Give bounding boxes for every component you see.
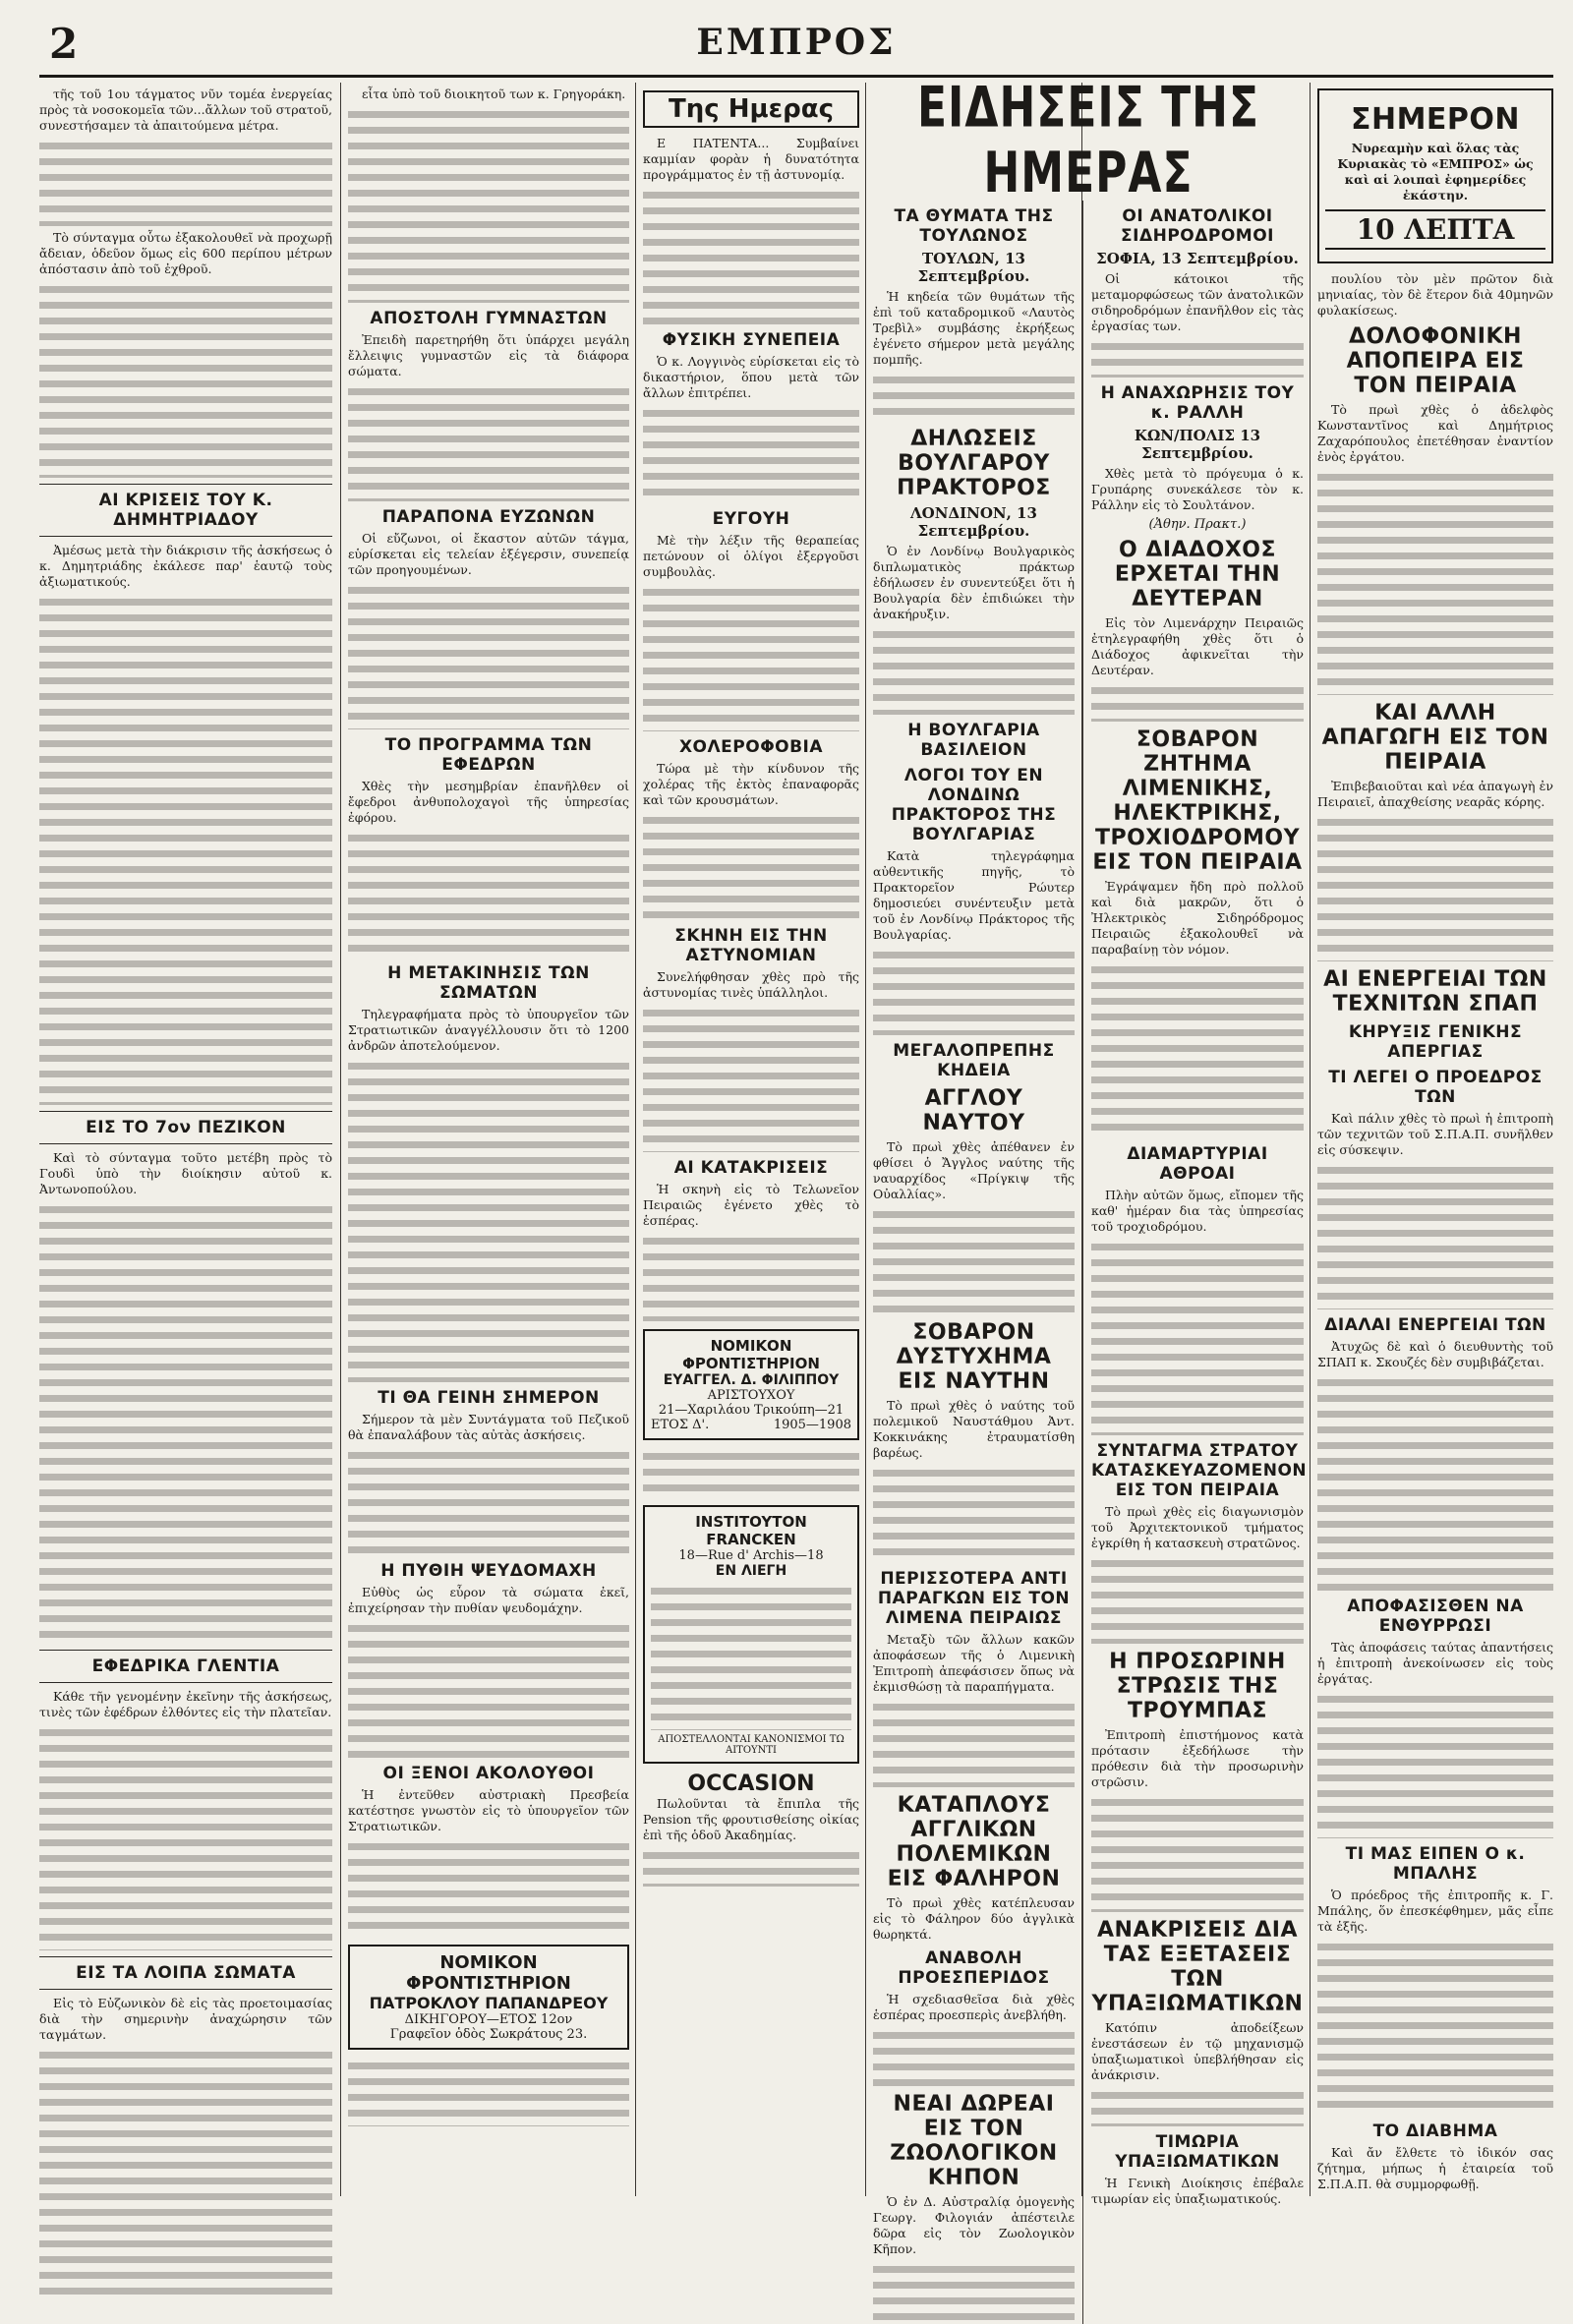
- article-text: Τὸ πρωὶ χθὲς εἰς διαγωνισμὸν τοῦ Ἀρχιτεκτονικοῦ τμήματος ἐγκρίθη ἡ κατασκευὴ στρατῶνος.: [1091, 1504, 1304, 1550]
- text-block: [873, 1465, 1075, 1563]
- text-block: [651, 1583, 851, 1730]
- ad-name: ΠΑΤΡΟΚΛΟΥ ΠΑΠΑΝΔΡΕΟΥ: [369, 1994, 609, 2012]
- article-text: Τὸ σύνταγμα οὗτω ἐξακολουθεῖ νὰ προχωρῇ ἄδειαν, ὁδεῦον ὅμως εἰς 600 περίπου μέτρων ἀπόστασιν ἀπὸ τοῦ ἐχθροῦ.: [39, 230, 332, 276]
- divider: [39, 1956, 332, 1957]
- ad-title: ΝΟΜΙΚΟΝ ΦΡΟΝΤΙΣΤΗΡΙΟΝ: [682, 1337, 820, 1372]
- article-text: Τὸ πρωὶ χθὲς ἀπέθανεν ἐν φθίσει ὁ Ἄγγλος ναύτης τῆς ναυαρχίδος «Πρίγκιψ τῆς Οὐαλλίας».: [873, 1139, 1075, 1201]
- article-text: Καὶ τὸ σύνταγμα τοῦτο μετέβη πρὸς τὸ Γουδὶ ὑπὸ τὴν διοίκησιν αὐτοῦ κ. Ἀντωνοπούλου.: [39, 1150, 332, 1196]
- section-heading: ΝΕΑΙ ΔΩΡΕΑΙ ΕΙΣ ΤΟΝ ΖΩΟΛΟΓΙΚΟΝ ΚΗΠΟΝ: [890, 2092, 1058, 2190]
- section-heading: ΠΕΡΙΣΣΟΤΕΡΑ ΑΝΤΙ ΠΑΡΑΓΚΩΝ ΕΙΣ ΤΟΝ ΛΙΜΕΝΑ ΠΕΙΡΑΙΩΣ: [877, 1569, 1071, 1628]
- article-text: πουλίου τὸν μὲν πρῶτον διὰ μηνιαίας, τὸν δὲ ἕτερον διὰ 40μηνῶν φυλακίσεως.: [1317, 271, 1553, 318]
- article-text: Κατόπιν ἀποδείξεων ἐνεστάσεων ἐν τῷ μηχανισμῷ ὑπαξιωματικοὶ ὑπεβλήθησαν εἰς ἀνάκρισιν.: [1091, 2020, 1304, 2082]
- article-text: Εὐθὺς ὡς εὗρον τὰ σώματα ἐκεῖ, ἐπιχείρησαν τὴν πυθίαν ψευδομάχην.: [348, 1585, 629, 1615]
- section-heading: ΑΝΑΒΟΛΗ ΠΡΟΕΣΠΕΡΙΔΟΣ: [898, 1948, 1050, 1988]
- section-heading: ΕΙΣ ΤΑ ΛΟΙΠΑ ΣΩΜΑΤΑ: [76, 1963, 296, 1983]
- advertisement-box: [643, 1329, 859, 1440]
- article-text: Ἐπειδὴ παρετηρήθη ὅτι ὑπάρχει μεγάλη ἔλλειψις γυμναστῶν εἰς τὰ διάφορα σώματα.: [348, 332, 629, 378]
- section-heading: ΤΙ ΛΕΓΕΙ Ο ΠΡΟΕΔΡΟΣ ΤΩΝ: [1328, 1068, 1543, 1107]
- notice-box: [1317, 88, 1553, 263]
- text-block: [348, 106, 629, 303]
- text-block: [39, 281, 332, 478]
- section-heading: ΕΙΣ ΤΟ 7ον ΠΕΖΙΚΟΝ: [86, 1118, 286, 1137]
- section-heading: ΕΦΕΔΡΙΚΑ ΓΛΕΝΤΙΑ: [91, 1656, 280, 1676]
- section-heading: ΣΟΒΑΡΟΝ ΔΥΣΤΥΧΗΜΑ ΕΙΣ ΝΑΥΤΗΝ: [896, 1320, 1052, 1394]
- section-heading: ΕΥΓΟΥΗ: [712, 509, 790, 529]
- article-text: Καὶ πάλιν χθὲς τὸ πρωὶ ἡ ἐπιτροπὴ τῶν τεχνιτῶν τοῦ Σ.Π.Α.Π. συνῆλθεν εἰς σύσκεψιν.: [1317, 1111, 1553, 1157]
- section-heading: ΤΟ ΔΙΑΒΗΜΑ: [1372, 2121, 1498, 2141]
- article-text: Χθὲς τὴν μεσημβρίαν ἐπανῆλθεν οἱ ἔφεδροι ἀνθυπολοχαγοὶ τῆς ὑπηρεσίας ἐφόρου.: [348, 779, 629, 825]
- article-text: εἶτα ὑπὸ τοῦ διοικητοῦ των κ. Γρηγοράκη.: [362, 87, 626, 101]
- section-heading: ΔΗΛΩΣΕΙΣ ΒΟΥΛΓΑΡΟΥ ΠΡΑΚΤΟΡΟΣ: [897, 427, 1051, 500]
- text-block: [873, 2261, 1075, 2320]
- section-heading: ΣΟΒΑΡΟΝ ΖΗΤΗΜΑ ΛΙΜΕΝΙΚΗΣ, ΗΛΕΚΤΡΙΚΗΣ, ΤΡΟΧΙΟΔΡΟΜΟΥ ΕΙΣ ΤΟΝ ΠΕΙΡΑΙΑ: [1092, 727, 1303, 875]
- column-5: [1317, 87, 1553, 2200]
- column-3: [643, 87, 859, 2200]
- text-block: [348, 2058, 629, 2126]
- section-heading: Η ΒΟΥΛΓΑΡΙΑ ΒΑΣΙΛΕΙΟΝ: [907, 721, 1040, 760]
- section-heading: ΔΙΑΜΑΡΤΥΡΙΑΙ ΑΘΡΟΑΙ: [1127, 1144, 1268, 1184]
- text-block: [39, 594, 332, 1105]
- ad-subtitle: ΑΡΙΣΤΟΥΧΟΥ: [707, 1388, 795, 1403]
- article-text: Πλὴν αὐτῶν ὅμως, εἴπομεν τῆς καθ' ἡμέραν δια τὰς ὑπηρεσίας τοῦ τροχιοδρόμου.: [1091, 1188, 1304, 1234]
- ad-note: ΑΠΟΣΤΕΛΛΟΝΤΑΙ ΚΑΝΟΝΙΣΜΟΙ ΤΩ ΑΙΤΟΥΝΤΙ: [658, 1734, 845, 1756]
- article-text: Καὶ ἄν ἔλθετε τὸ ἰδικόν σας ζήτημα, μήπως ἡ ἐταιρεία τοῦ Σ.Π.Α.Π. θὰ συμμορφωθῇ.: [1317, 2145, 1553, 2191]
- divider: [39, 1650, 332, 1651]
- section-heading: ΤΑ ΘΥΜΑΤΑ ΤΗΣ ΤΟΥΛΩΝΟΣ: [894, 206, 1054, 246]
- page-number: 2: [49, 20, 79, 68]
- article-text: Μεταξὺ τῶν ἄλλων κακῶν ἀποφάσεων τῆς ὁ Λιμενικὴ Ἐπιτροπὴ ἀπεφάσισεν ὅπως νὰ ἐκμισθώσῃ τὰ παραπήγματα.: [873, 1632, 1075, 1694]
- text-block: [1091, 2087, 1304, 2126]
- section-heading: Η ΜΕΤΑΚΙΝΗΣΙΣ ΤΩΝ ΣΩΜΑΤΩΝ: [387, 963, 590, 1003]
- ad-city: ΕΝ ΛΙΕΓΗ: [715, 1563, 787, 1579]
- article-text: Ὁ ἐν Δ. Αὐστραλίᾳ ὁμογενὴς Γεωργ. Φιλογιάν ἀπέστειλε δῶρα εἰς τὸν Ζωολογικὸν Κῆπον.: [873, 2194, 1075, 2256]
- ad-address: Γραφεῖον ὁδὸς Σωκράτους 23.: [389, 2027, 588, 2042]
- article-text: Ἡ ἐντεῦθεν αὐστριακὴ Πρεσβεία κατέστησε γνωστὸν εἰς τὸ ὑπουργεῖον τῶν Στρατιωτικῶν.: [348, 1787, 629, 1833]
- text-block: [873, 1699, 1075, 1787]
- text-block: [643, 1233, 859, 1321]
- text-block: [643, 812, 859, 920]
- divider: [39, 1682, 332, 1683]
- text-block: [1317, 1162, 1553, 1309]
- text-block: [643, 187, 859, 324]
- ad-year: ΕΤΟΣ Δ'.: [651, 1418, 710, 1432]
- article-text: Τὸ πρωὶ χθὲς ὁ ἀδελφὸς Κωνσταντῖνος καὶ Δημήτριος Ζαχαρόπουλος ἐπετέθησαν ἐναντίον ἑνὸς ἐργάτου.: [1317, 402, 1553, 464]
- column-rule: [635, 83, 636, 2196]
- notice-subtitle: Νυρεαμὴν καὶ ὅλας τὰς Κυριακὰς τὸ «ΕΜΠΡΟΣ» ὡς καὶ αἱ λοιπαὶ ἐφημερίδες ἐκάστην.: [1337, 141, 1534, 203]
- divider: [39, 484, 332, 485]
- advertisement-box: [643, 1505, 859, 1764]
- article-text: Ἐγράψαμεν ἤδη πρὸ πολλοῦ καὶ διὰ μακρῶν, ὅτι ὁ Ἠλεκτρικὸς Σιδηρόδρομος Πειραιῶς ἐξακολουθεῖ νὰ παραβαίνῃ τὸν νόμον.: [1091, 879, 1304, 957]
- news-left-column: [873, 201, 1075, 2324]
- section-heading: ΑΙ ΚΑΤΑΚΡΙΣΕΙΣ: [673, 1158, 829, 1178]
- notice-title: ΣΗΜΕΡΟΝ: [1350, 102, 1521, 137]
- article-text: Τηλεγραφήματα πρὸς τὸ ὑπουργεῖον τῶν Στρατιωτικῶν ἀναγγέλλουσιν ὅτι τὸ 1200 ἀνδρῶν ἀποτελούμενον.: [348, 1007, 629, 1053]
- article-text: Ὁ ἐν Λονδίνῳ Βουλγαρικὸς διπλωματικὸς πράκτωρ ἐδήλωσεν ἐν συνεντεύξει ὅτι ἡ Βουλγαρία δὲν ἐπιδιώκει τὴν ἀνακήρυξιν.: [873, 544, 1075, 621]
- text-block: [643, 405, 859, 503]
- column-rule: [340, 83, 341, 2196]
- news-divider: [1082, 201, 1083, 2324]
- article-text: Συνελήφθησαν χθὲς πρὸ τῆς ἀστυνομίας τινὲς ὑπάλληλοι.: [643, 969, 859, 1000]
- section-heading: Η ΠΥΘΙΗ ΨΕΥΔΟΜΑΧΗ: [380, 1561, 597, 1581]
- section-heading: ΑΠΟΣΤΟΛΗ ΓΥΜΝΑΣΤΩΝ: [370, 309, 608, 328]
- section-heading: ΔΙΑΛΑΙ ΕΝΕΡΓΕΙΑΙ ΤΩΝ: [1324, 1315, 1546, 1335]
- price-label: 10 ΛΕΠΤΑ: [1325, 209, 1545, 250]
- text-block: [348, 830, 629, 958]
- section-heading: Η ΑΝΑΧΩΡΗΣΙΣ ΤΟΥ κ. ΡΑΛΛΗ: [1100, 383, 1295, 423]
- ad-years: 1905—1908: [773, 1418, 851, 1432]
- column-1: [39, 87, 332, 2200]
- section-heading: ΦΥΣΙΚΗ ΣΥΝΕΠΕΙΑ: [662, 330, 841, 350]
- section-heading: ΣΥΝΤΑΓΜΑ ΣΤΡΑΤΟΥ ΚΑΤΑΣΚΕΥΑΖΟΜΕΝΟΝ ΕΙΣ ΤΟΝ ΠΕΙΡΑΙΑ: [1091, 1441, 1308, 1500]
- text-block: [348, 1620, 629, 1758]
- text-block: [348, 383, 629, 501]
- text-block: [1091, 1555, 1304, 1644]
- text-block: [39, 1201, 332, 1644]
- section-heading: ΟΙ ΞΕΝΟΙ ΑΚΟΛΟΥΘΟΙ: [382, 1764, 595, 1783]
- column-rule: [1310, 83, 1311, 2196]
- text-block: [1091, 1794, 1304, 1912]
- text-block: [39, 1724, 332, 1950]
- article-text: Τὰς ἀποφάσεις ταύτας ἀπαντήσεις ἡ ἐπιτροπὴ ἀνεκοίνωσεν εἰς τοὺς ἐργάτας.: [1317, 1640, 1553, 1686]
- text-block: [1317, 814, 1553, 961]
- article-text: Ἡ σχεδιασθεῖσα διὰ χθὲς ἑσπέρας προεσπερὶς ἀνεβλήθη.: [873, 1992, 1075, 2022]
- section-heading: ΣΚΗΝΗ ΕΙΣ ΤΗΝ ΑΣΤΥΝΟΜΙΑΝ: [674, 926, 828, 965]
- text-block: [643, 584, 859, 731]
- section-heading: ΤΙ ΘΑ ΓΕΙΝΗ ΣΗΜΕΡΟΝ: [378, 1388, 600, 1408]
- text-block: [39, 2047, 332, 2302]
- text-block: [1317, 1939, 1553, 2116]
- article-text: Πωλοῦνται τὰ ἔπιπλα τῆς Pension τῆς φρουτισθείσης οἰκίας ἐπὶ τῆς ὁδοῦ Ἀκαδημίας.: [643, 1796, 859, 1842]
- text-block: [348, 1838, 629, 1937]
- article-text: Ἀμέσως μετὰ τὴν διάκρισιν τῆς ἀσκήσεως ὁ κ. Δημητριάδης ἐκάλεσε παρ' ἑαυτῷ τοὺς ἀξιωματικούς.: [39, 543, 332, 589]
- ad-name: ΕΥΑΓΓΕΛ. Δ. ΦΙΛΙΠΠΟΥ: [663, 1372, 840, 1388]
- section-heading: ΚΑΤΑΠΛΟΥΣ ΑΓΓΛΙΚΩΝ ΠΟΛΕΜΙΚΩΝ ΕΙΣ ΦΑΛΗΡΟΝ: [887, 1793, 1061, 1891]
- article-text: Τώρα μὲ τὴν κίνδυνον τῆς χολέρας τῆς ἐκτὸς ἐπαναφορᾶς καὶ τῶν κρουσμάτων.: [643, 761, 859, 807]
- masthead-title: ΕΜΠΡΟΣ: [696, 22, 897, 63]
- text-block: [643, 1448, 859, 1497]
- occasion-heading: OCCASION: [687, 1772, 815, 1796]
- section-heading: ΑΙ ΚΡΙΣΕΙΣ ΤΟΥ Κ. ΔΗΜΗΤΡΙΑΔΟΥ: [98, 491, 273, 530]
- page-header: [39, 18, 1553, 78]
- article-text: Ἡ Γενικὴ Διοίκησις ἐπέβαλε τιμωρίαν εἰς ὑπαξιωματικούς.: [1091, 2176, 1304, 2206]
- dateline: ΛΟΝΔΙΝΟΝ, 13 Σεπτεμβρίου.: [910, 504, 1037, 540]
- news-right-column: [1091, 201, 1308, 2324]
- article-text: Ε ΠΑΤΕΝΤΑ... Συμβαίνει καμμίαν φορὰν ἡ δυνατότητα προγράμματος ἐν τῇ ἀστυνομίᾳ.: [643, 136, 859, 182]
- advertisement-box: [348, 1945, 629, 2050]
- source-credit: (Ἀθην. Πρακτ.): [1148, 517, 1247, 532]
- section-heading: ΑΝΑΚΡΙΣΕΙΣ ΔΙΑ ΤΑΣ ΕΞΕΤΑΣΕΙΣ ΤΩΝ ΥΠΑΞΙΩΜΑΤΙΚΩΝ: [1091, 1918, 1304, 2016]
- text-block: [643, 1005, 859, 1152]
- article-text: Σήμερον τὰ μὲν Συντάγματα τοῦ Πεζικοῦ θὰ ἐπαναλάβουν τὰς αὐτὰς ἀσκήσεις.: [348, 1412, 629, 1442]
- section-heading: ΚΑΙ ΑΛΛΗ ΑΠΑΓΩΓΗ ΕΙΣ ΤΟΝ ΠΕΙΡΑΙΑ: [1321, 701, 1549, 775]
- ad-address: 18—Rue d' Archis—18: [678, 1548, 824, 1563]
- text-block: [1317, 469, 1553, 695]
- section-heading: ΧΟΛΕΡΟΦΟΒΙΑ: [678, 737, 824, 757]
- ad-subtitle: ΔΙΚΗΓΟΡΟΥ—ΕΤΟΣ 12ον: [404, 2012, 573, 2027]
- article-text: Ἐπιτροπὴ ἐπιστήμονος κατὰ πρότασιν ἐξεδήλωσε τὴν πρόθεσιν διὰ τὴν προσωρινὴν στρῶσιν.: [1091, 1727, 1304, 1789]
- text-block: [348, 582, 629, 729]
- article-text: Ἐπιβεβαιοῦται καὶ νέα ἀπαγωγὴ ἐν Πειραιεῖ, ἀπαχθείσης νεαρᾶς κόρης.: [1317, 779, 1553, 809]
- news-columns: [873, 201, 1308, 2324]
- text-block: [1091, 961, 1304, 1138]
- article-text: Ἡ σκηνὴ εἰς τὸ Τελωνεῖον Πειραιῶς ἐγένετο χθὲς τὸ ἑσπέρας.: [643, 1182, 859, 1228]
- section-heading: ΤΙ ΜΑΣ ΕΙΠΕΝ Ο κ. ΜΠΑΛΗΣ: [1345, 1844, 1526, 1884]
- dateline: ΤΟΥΛΩΝ, 13 Σεπτεμβρίου.: [917, 250, 1030, 285]
- divider: [39, 536, 332, 537]
- text-block: [643, 1847, 859, 1887]
- ad-address: 21—Χαριλάου Τρικούπη—21: [658, 1403, 845, 1418]
- article-text: Οἱ κάτοικοι τῆς μεταμορφώσεως τῶν ἀνατολικῶν σιδηροδρόμων ἐπανῆλθον εἰς τὰς ἐργασίας των.: [1091, 271, 1304, 333]
- text-block: [873, 626, 1075, 715]
- article-text: Ἡ κηδεία τῶν θυμάτων τῆς ἐπὶ τοῦ καταδρομικοῦ «Λαυτὸς Τρεβὶλ» συμβάσης ἐκρήξεως ἐγένετο σήμερον μετὰ μεγάλης πομπῆς.: [873, 289, 1075, 367]
- divider: [39, 1143, 332, 1144]
- text-block: [1317, 1374, 1553, 1591]
- article-text: Ὁ πρόεδρος τῆς ἐπιτροπῆς κ. Γ. Μπάλης, ὅν ἐπεσκέφθημεν, μᾶς εἶπε τὰ ἑξῆς.: [1317, 1888, 1553, 1934]
- section-heading: ΟΙ ΑΝΑΤΟΛΙΚΟΙ ΣΙΔΗΡΟΔΡΟΜΟΙ: [1121, 206, 1274, 246]
- column-banner: Της Ημερας: [669, 94, 834, 124]
- article-text: Μὲ τὴν λέξιν τῆς θεραπείας πετώνουν οἱ ὁλίγοι ἐξεργοῦσι συμβουλὰς.: [643, 533, 859, 579]
- section-heading: ΚΗΡΥΞΙΣ ΓΕΝΙΚΗΣ ΑΠΕΡΓΙΑΣ: [1348, 1022, 1523, 1062]
- text-block: [348, 1058, 629, 1382]
- section-heading: ΤΙΜΩΡΙΑ ΥΠΑΞΙΩΜΑΤΙΚΩΝ: [1115, 2132, 1280, 2172]
- article-text: Κατὰ τηλεγράφημα αὐθεντικῆς πηγῆς, τὸ Πρακτορεῖον Ρώυτερ δημοσιεύει συνέντευξιν μετὰ τοῦ ἐν Λονδίνῳ Πράκτορος τῆς Βουλγαρίας.: [873, 848, 1075, 942]
- section-heading: ΠΑΡΑΠΟΝΑ ΕΥΖΩΝΩΝ: [381, 507, 596, 527]
- column-4-news: [873, 75, 1308, 2256]
- section-heading: ΤΟ ΠΡΟΓΡΑΜΜΑ ΤΩΝ ΕΦΕΔΡΩΝ: [384, 735, 593, 775]
- article-text: Ὁ κ. Λογγινὸς εὑρίσκεται εἰς τὸ δικαστήριον, ὅπου μετὰ τῶν ἄλλων ἐπιτρέπει.: [643, 354, 859, 400]
- text-block: [348, 1447, 629, 1555]
- section-heading: ΑΙ ΕΝΕΡΓΕΙΑΙ ΤΩΝ ΤΕΧΝΙΤΩΝ ΣΠΑΠ: [1323, 967, 1547, 1017]
- text-block: [1091, 682, 1304, 722]
- article-text: Ἀτυχῶς δὲ καὶ ὁ διευθυντὴς τοῦ ΣΠΑΠ κ. Σκουζές δὲν συμβιβάζεται.: [1317, 1339, 1553, 1369]
- text-block: [39, 138, 332, 226]
- text-block: [873, 947, 1075, 1035]
- dateline: ΚΩΝ/ΠΟΛΙΣ 13 Σεπτεμβρίου.: [1134, 427, 1261, 462]
- dateline: ΣΟΦΙΑ, 13 Σεπτεμβρίου.: [1096, 250, 1299, 267]
- section-heading: Ο ΔΙΑΔΟΧΟΣ ΕΡΧΕΤΑΙ ΤΗΝ ΔΕΥΤΕΡΑΝ: [1114, 538, 1281, 611]
- section-heading: Η ΠΡΟΣΩΡΙΝΗ ΣΤΡΩΣΙΣ ΤΗΣ ΤΡΟΥΜΠΑΣ: [1109, 1650, 1286, 1723]
- ad-years-row: [651, 1418, 851, 1432]
- text-block: [873, 2027, 1075, 2086]
- column-rule: [865, 83, 866, 2196]
- article-text: Οἱ εὔζωνοι, οἱ ἔκαστον αὐτῶν τάγμα, εὑρίσκεται εἰς τελείαν ἐξέγερσιν, συνεπείᾳ τῶν προηγουμένων.: [348, 531, 629, 577]
- news-banner: ΕΙΔΗΣΕΙΣ ΤΗΣ ΗΜΕΡΑΣ: [916, 75, 1260, 206]
- text-block: [1091, 1239, 1304, 1435]
- divider: [39, 1989, 332, 1990]
- article-text: Κάθε τῆν γενομένην ἐκεῖνην τῆς ἀσκήσεως, τινὲς τῶν ἐφέδρων ἐλθόντες εἰς τὴν πλατεῖαν.: [39, 1689, 332, 1719]
- ad-title: ΝΟΜΙΚΟΝ ΦΡΟΝΤΙΣΤΗΡΙΟΝ: [406, 1952, 571, 1994]
- section-heading: ΛΟΓΟΙ ΤΟΥ ΕΝ ΛΟΝΔΙΝΩ ΠΡΑΚΤΟΡΟΣ ΤΗΣ ΒΟΥΛΓΑΡΙΑΣ: [891, 766, 1057, 844]
- text-block: [873, 372, 1075, 421]
- divider: [39, 1111, 332, 1112]
- article-text: Χθὲς μετὰ τὸ πρόγευμα ὁ κ. Γρυπάρης συνεκάλεσε τὸν κ. Ράλλην εἰς τὸ Σουλτάνον.: [1091, 466, 1304, 512]
- column-2: [348, 87, 629, 2200]
- article-text: τῆς τοῦ 1ου τάγματος νῦν τομέα ἐνεργείας πρὸς τὰ νοσοκομεῖα τῶν...ἄλλων τοῦ στρατοῦ, συνεστήσαμεν τὰ ἀπαιτούμενα μέτρα.: [39, 87, 332, 133]
- article-text: Εἰς τὸν Λιμενάρχην Πειραιῶς ἐτηλεγραφήθη χθὲς ὅτι ὁ Διάδοχος ἀφικνεῖται τὴν Δευτέραν.: [1091, 615, 1304, 677]
- ad-title: INSTITOYTON FRANCKEN: [695, 1513, 807, 1548]
- section-heading: ΑΠΟΦΑΣΙΣΘΕΝ ΝΑ ΕΝΘΥΡΡΩΣΙ: [1347, 1597, 1524, 1636]
- article-text: Εἰς τὸ Εὐζωνικὸν δὲ εἰς τὰς προετοιμασίας διὰ τὴν σημερινὴν ἀναχώρησιν τῶν ταγμάτων.: [39, 1996, 332, 2042]
- text-block: [1091, 338, 1304, 378]
- section-heading: ΑΓΓΛΟΥ ΝΑΥΤΟΥ: [922, 1086, 1025, 1135]
- article-text: Τὸ πρωὶ χθὲς ὁ ναύτης τοῦ πολεμικοῦ Ναυστάθμου Ἀντ. Κοκκινάκης ἐτραυματίσθη βαρέως.: [873, 1398, 1075, 1460]
- section-heading: ΜΕΓΑΛΟΠΡΕΠΗΣ ΚΗΔΕΙΑ: [893, 1041, 1055, 1080]
- column-banner-box: [643, 90, 859, 128]
- text-block: [1317, 1691, 1553, 1838]
- article-text: Τὸ πρωὶ χθὲς κατέπλευσαν εἰς τὸ Φάληρον δύο ἀγγλικὰ θωρηκτά.: [873, 1895, 1075, 1942]
- text-block: [873, 1206, 1075, 1314]
- section-heading: ΔΟΛΟΦΟΝΙΚΗ ΑΠΟΠΕΙΡΑ ΕΙΣ ΤΟΝ ΠΕΙΡΑΙΑ: [1346, 324, 1525, 398]
